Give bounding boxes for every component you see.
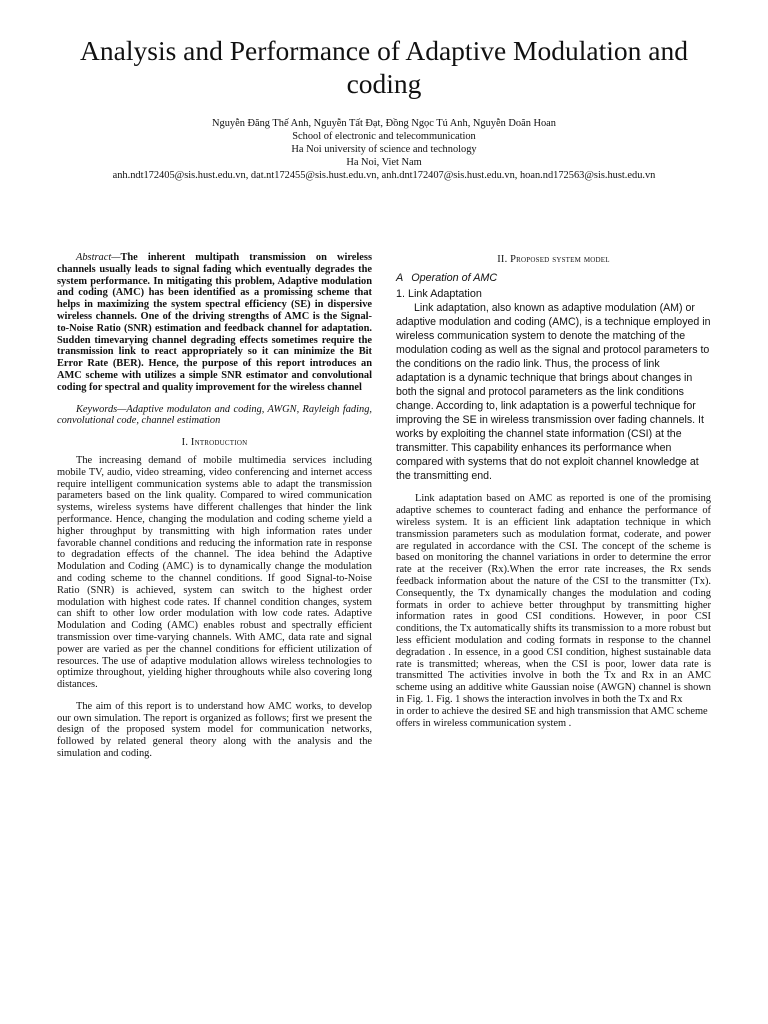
author-location: Ha Noi, Viet Nam (346, 157, 422, 168)
author-school: School of electronic and telecommunication (292, 131, 476, 142)
subsubsection-heading: 1. Link Adaptation (396, 287, 482, 300)
section-heading-introduction: I. Introduction (181, 437, 248, 449)
abstract-lead: Abstract— (76, 252, 121, 263)
paper-title: Analysis and Performance of Adaptive Modulation and coding (80, 35, 688, 99)
amc-paragraph-tail: in order to achieve the desired SE and high transmission that AMC scheme offers in wireless communication system . (396, 705, 708, 729)
link-adaptation-text: Link adaptation, also known as adaptive modulation (AM) or adaptive modulation and coding (AMC), is a technique employed in wireless communication system to denote the matching of the modulation coding as well as the signal and protocol parameters to the conditions on the radio link. Thus, the process of link adaptation is a dynamic technique that brings about changes in both the signal and protocol parameters as the link conditions change. According to, link adaptation is a powerful technique for improving the SE in wireless transmission over fading channels. It works by exploiting the channel state information (CSI) at the transmitter. This capability enhances its performance when compared with systems that do not exploit channel knowledge at the transmitting end. (396, 302, 711, 483)
keywords: Keywords—Adaptive modulaton and coding, AWGN, Rayleigh fading, convolutional code, channel estimation (57, 403, 372, 427)
link-adaptation-paragraph (396, 301, 711, 483)
right-column (396, 252, 711, 729)
subsection-title: Operation of AMC (411, 271, 498, 284)
intro-paragraph-1: The increasing demand of mobile multimedia services including mobile TV, audio, video streaming, video conferencing and internet access require intelligent communication systems able to adapt the transmission parameters based on the link quality. Compared to wired communication systems, wireless systems have different challenges that hinder the link performance. Hence, changing the modulation and coding scheme yield a higher throughput by transmitting with high information rates under favorable channel conditions and reducing the information rate in response to degradation effects of the channel. The idea behind the Adaptive Modulation and Coding (AMC) is to dynamically change the modulation and coding scheme to the channel conditions. If good Signal-to-Noise Ratio (SNR) is achieved, system can switch to the highest order modulation with highest code rates. If channel condition changes, system can shift to other low order modulation with low code rates. Adaptive Modulation and Coding (AMC) enables robust and spectrally efficient transmission over time-varying channels. With AMC, data rate and signal power are varied as per the channel conditions for efficient utilization of resources. The use of adaptive modulation allows wireless technologies to optimize throughout, yielding higher throughouts while also covering long distances. (57, 454, 372, 691)
subsection-heading (396, 273, 711, 285)
intro-paragraph-2: The aim of this report is to understand how AMC works, to develop our own simulation. The report is organized as follows; first we present the design of the proposed system model for communication networks, followed by related general theory along with the analysis and the simulation and coding. (57, 700, 372, 760)
author-emails: anh.ndt172405@sis.hust.edu.vn, dat.nt172455@sis.hust.edu.vn, anh.dnt172407@sis.hust.edu.vn, hoan.nd172563@sis.hust.edu.vn (112, 170, 656, 181)
left-column (57, 252, 372, 760)
section-heading-system-model: II. Proposed system model (497, 254, 610, 265)
author-university: Ha Noi university of science and technology (291, 144, 477, 155)
abstract-text: The inherent multipath transmission on wireless channels usually leads to signal fading which eventually degrades the system performance. In mitigating this problem, Adaptive modulation and coding (AMC) has been identified as a promissing scheme that helps in maximizing the system spectral efficiency (SE) in dispersive wireless channels. One of the driving strengths of AMC is the Signal-to-Noise Ratio (SNR) estimation and feedback channel for adaptation. Sudden timevarying channel degrading effects sometimes require the transmission link to react appropriately so it can minimize the Bit Error Rate (BER). Hence, the purpose of this report introduces an AMC scheme with utilizes a simple SNR estimator and convolutional coding for spectral and quality improvement for the wireless channel (57, 252, 372, 393)
amc-paragraph: Link adaptation based on AMC as reported is one of the promising adaptive schemes to counteract fading and enhance the performance of wireless system. It is an efficient link adaptation technique in which transmission parameters such as modulation format, coderate, and power are regulated in accordance with the CSI. The concept of the scheme is based on monitoring the channel variations in order to determine the error rate at the receiver (Rx).When the error rate increases, the Rx sends feedback information about the nature of the CSI to the transmitter (Tx). Consequently, the Tx dynamically changes the modulation and coding formats in order to achieve better throughput by transmitting higher information rates in good CSI conditions. However, in poor CSI conditions, the Tx automatically shifts its transmission to a more robust but less efficient modulation and coding formats in response to the channel degradation . In essence, in a good CSI condition, highest sustainable data rate is transmitted; whereas, when the CSI is poor, lower data rate is transmitted The activities involve in both the Tx and Rx in an AMC scheme using an additive white Gaussian noise (AWGN) channel is shown in Fig. 1. Fig. 1 shows the interaction involves in both the Tx and Rx (396, 493, 711, 705)
author-block (20, 117, 748, 182)
abstract (57, 252, 372, 394)
author-names: Nguyễn Đăng Thế Anh, Nguyễn Tất Đạt, Đồng Ngọc Tú Anh, Nguyễn Doãn Hoan (212, 118, 556, 129)
subsection-letter: A (396, 271, 404, 284)
